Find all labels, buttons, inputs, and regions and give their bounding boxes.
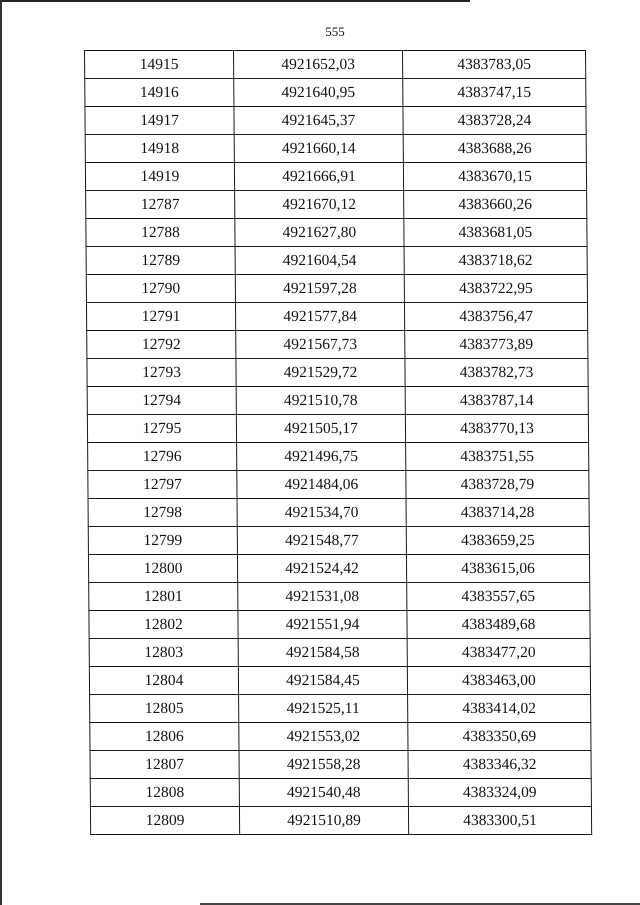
y-coordinate-cell: 4383782,73 bbox=[405, 359, 588, 387]
table-row bbox=[88, 471, 589, 499]
y-coordinate-cell: 4383681,05 bbox=[404, 219, 587, 247]
y-coordinate-cell: 4383722,95 bbox=[404, 275, 587, 303]
y-coordinate-cell: 4383751,55 bbox=[406, 443, 589, 471]
point-number-cell: 12787 bbox=[86, 191, 235, 219]
y-coordinate-cell: 4383477,20 bbox=[407, 639, 590, 667]
x-coordinate-cell: 4921666,91 bbox=[234, 163, 403, 191]
point-number-cell: 12795 bbox=[87, 415, 236, 443]
y-coordinate-cell: 4383756,47 bbox=[404, 303, 587, 331]
x-coordinate-cell: 4921597,28 bbox=[235, 275, 404, 303]
table-row bbox=[86, 275, 587, 303]
point-number-cell: 12803 bbox=[89, 639, 238, 667]
point-number-cell: 12800 bbox=[88, 555, 237, 583]
table-row bbox=[88, 499, 589, 527]
x-coordinate-cell: 4921505,17 bbox=[236, 415, 405, 443]
point-number-cell: 14919 bbox=[85, 163, 234, 191]
x-coordinate-cell: 4921551,94 bbox=[238, 611, 407, 639]
point-number-cell: 12792 bbox=[87, 331, 236, 359]
table-row bbox=[85, 107, 586, 135]
y-coordinate-cell: 4383773,89 bbox=[405, 331, 588, 359]
table-row bbox=[87, 387, 588, 415]
x-coordinate-cell: 4921577,84 bbox=[235, 303, 404, 331]
x-coordinate-cell: 4921660,14 bbox=[234, 135, 403, 163]
table-row bbox=[87, 415, 588, 443]
y-coordinate-cell: 4383659,25 bbox=[406, 527, 589, 555]
y-coordinate-cell: 4383728,24 bbox=[403, 107, 586, 135]
point-number-cell: 12791 bbox=[86, 303, 235, 331]
y-coordinate-cell: 4383615,06 bbox=[406, 555, 589, 583]
x-coordinate-cell: 4921525,11 bbox=[239, 695, 408, 723]
x-coordinate-cell: 4921584,58 bbox=[238, 639, 407, 667]
y-coordinate-cell: 4383414,02 bbox=[408, 695, 591, 723]
x-coordinate-cell: 4921529,72 bbox=[236, 359, 405, 387]
table-row bbox=[89, 583, 590, 611]
table-row bbox=[86, 219, 587, 247]
y-coordinate-cell: 4383300,51 bbox=[408, 807, 591, 835]
x-coordinate-cell: 4921540,48 bbox=[239, 779, 408, 807]
point-number-cell: 12807 bbox=[90, 751, 239, 779]
table-row bbox=[85, 79, 586, 107]
y-coordinate-cell: 4383346,32 bbox=[408, 751, 591, 779]
page-number: 555 bbox=[325, 24, 345, 39]
table-row bbox=[86, 191, 587, 219]
x-coordinate-cell: 4921584,45 bbox=[238, 667, 407, 695]
point-number-cell: 12802 bbox=[89, 611, 238, 639]
x-coordinate-cell: 4921548,77 bbox=[237, 527, 406, 555]
x-coordinate-cell: 4921567,73 bbox=[236, 331, 405, 359]
coordinates-table bbox=[84, 50, 592, 835]
y-coordinate-cell: 4383783,05 bbox=[403, 51, 586, 79]
x-coordinate-cell: 4921645,37 bbox=[234, 107, 403, 135]
table-row bbox=[88, 443, 589, 471]
x-coordinate-cell: 4921652,03 bbox=[234, 51, 403, 79]
point-number-cell: 12794 bbox=[87, 387, 236, 415]
y-coordinate-cell: 4383670,15 bbox=[403, 163, 586, 191]
x-coordinate-cell: 4921558,28 bbox=[239, 751, 408, 779]
coordinates-table-body bbox=[85, 51, 592, 835]
point-number-cell: 12793 bbox=[87, 359, 236, 387]
point-number-cell: 12806 bbox=[90, 723, 239, 751]
point-number-cell: 12804 bbox=[89, 667, 238, 695]
point-number-cell: 12799 bbox=[88, 527, 237, 555]
x-coordinate-cell: 4921484,06 bbox=[237, 471, 406, 499]
y-coordinate-cell: 4383350,69 bbox=[408, 723, 591, 751]
point-number-cell: 14915 bbox=[85, 51, 234, 79]
y-coordinate-cell: 4383463,00 bbox=[407, 667, 590, 695]
table-row bbox=[88, 555, 589, 583]
point-number-cell: 12789 bbox=[86, 247, 235, 275]
y-coordinate-cell: 4383557,65 bbox=[407, 583, 590, 611]
table-row bbox=[85, 51, 586, 79]
table-row bbox=[87, 331, 588, 359]
scan-edge-left bbox=[0, 0, 2, 905]
table-row bbox=[86, 303, 587, 331]
y-coordinate-cell: 4383688,26 bbox=[403, 135, 586, 163]
y-coordinate-cell: 4383747,15 bbox=[403, 79, 586, 107]
point-number-cell: 12805 bbox=[90, 695, 239, 723]
x-coordinate-cell: 4921604,54 bbox=[235, 247, 404, 275]
table-row bbox=[89, 611, 590, 639]
y-coordinate-cell: 4383324,09 bbox=[408, 779, 591, 807]
x-coordinate-cell: 4921531,08 bbox=[238, 583, 407, 611]
table-row bbox=[87, 359, 588, 387]
x-coordinate-cell: 4921496,75 bbox=[237, 443, 406, 471]
y-coordinate-cell: 4383787,14 bbox=[405, 387, 588, 415]
table-row bbox=[90, 723, 591, 751]
point-number-cell: 14918 bbox=[85, 135, 234, 163]
point-number-cell: 12809 bbox=[90, 807, 239, 835]
x-coordinate-cell: 4921524,42 bbox=[237, 555, 406, 583]
y-coordinate-cell: 4383489,68 bbox=[407, 611, 590, 639]
x-coordinate-cell: 4921627,80 bbox=[235, 219, 404, 247]
point-number-cell: 12797 bbox=[88, 471, 237, 499]
y-coordinate-cell: 4383770,13 bbox=[405, 415, 588, 443]
x-coordinate-cell: 4921640,95 bbox=[234, 79, 403, 107]
x-coordinate-cell: 4921670,12 bbox=[235, 191, 404, 219]
point-number-cell: 14917 bbox=[85, 107, 234, 135]
x-coordinate-cell: 4921553,02 bbox=[239, 723, 408, 751]
point-number-cell: 12798 bbox=[88, 499, 237, 527]
point-number-cell: 12796 bbox=[88, 443, 237, 471]
table-row bbox=[90, 807, 591, 835]
table-row bbox=[85, 163, 586, 191]
x-coordinate-cell: 4921510,89 bbox=[239, 807, 408, 835]
table-row bbox=[89, 639, 590, 667]
table-row bbox=[85, 135, 586, 163]
point-number-cell: 12788 bbox=[86, 219, 235, 247]
y-coordinate-cell: 4383660,26 bbox=[404, 191, 587, 219]
point-number-cell: 12808 bbox=[90, 779, 239, 807]
y-coordinate-cell: 4383714,28 bbox=[406, 499, 589, 527]
table-row bbox=[86, 247, 587, 275]
y-coordinate-cell: 4383728,79 bbox=[406, 471, 589, 499]
point-number-cell: 12790 bbox=[86, 275, 235, 303]
point-number-cell: 12801 bbox=[89, 583, 238, 611]
x-coordinate-cell: 4921534,70 bbox=[237, 499, 406, 527]
table-row bbox=[89, 667, 590, 695]
x-coordinate-cell: 4921510,78 bbox=[236, 387, 405, 415]
point-number-cell: 14916 bbox=[85, 79, 234, 107]
table-row bbox=[88, 527, 589, 555]
y-coordinate-cell: 4383718,62 bbox=[404, 247, 587, 275]
table-row bbox=[90, 779, 591, 807]
table-row bbox=[90, 751, 591, 779]
table-row bbox=[90, 695, 591, 723]
scan-edge-top bbox=[0, 0, 470, 2]
